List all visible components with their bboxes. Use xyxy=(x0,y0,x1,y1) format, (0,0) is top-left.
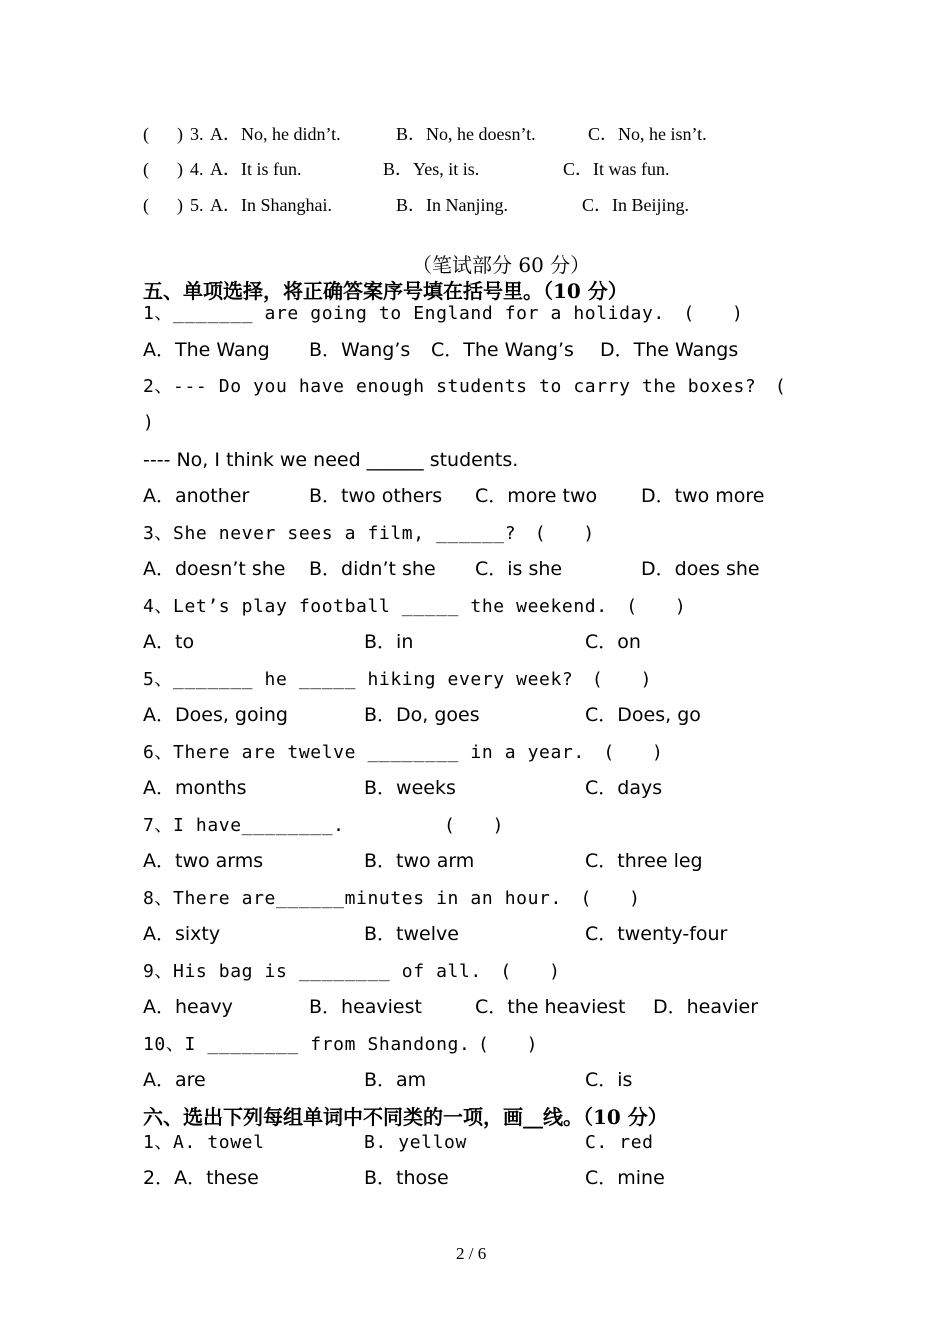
option-a: A．two arms xyxy=(143,850,264,872)
answer-paren-close: ) xyxy=(177,159,183,179)
dialogue-response: ---- No, I think we need ______ students. xyxy=(143,449,519,471)
question-stem: 7、I have________. xyxy=(143,815,345,836)
option-c: C．three leg xyxy=(585,850,703,872)
answer-paren-open: ( xyxy=(143,195,149,215)
option-c: C．is xyxy=(585,1069,633,1091)
option-a: A．It is fun. xyxy=(210,159,302,179)
question-stem: 3、She never sees a film, ______? ( ) xyxy=(143,523,595,544)
written-part-title: （笔试部分 60 分） xyxy=(412,253,591,277)
option-c: C．days xyxy=(585,777,663,799)
option-a: A．are xyxy=(143,1069,206,1091)
option-c: C．the heaviest xyxy=(475,996,626,1018)
answer-paren: ( ) xyxy=(444,815,505,836)
option-c: C．twenty-four xyxy=(585,923,728,945)
question-stem: 6、There are twelve ________ in a year. ( ) xyxy=(143,742,664,763)
answer-paren-close: ) xyxy=(177,124,183,144)
page-number: 2 / 6 xyxy=(456,1244,487,1263)
option-b: B．twelve xyxy=(364,923,459,945)
option-b: B．heaviest xyxy=(309,996,422,1018)
item-number: 4. xyxy=(190,159,204,179)
question-stem: 5、_______ he _____ hiking every week? ( ) xyxy=(143,669,653,690)
option-c: C．is she xyxy=(475,558,563,580)
option-a: 2．A．these xyxy=(143,1167,259,1189)
question-stem: 2、--- Do you have enough students to carry the boxes? ( xyxy=(143,376,787,397)
option-b: B．No, he doesn’t. xyxy=(396,124,536,144)
question-stem: 1、_______ are going to England for a holiday. ( ) xyxy=(143,303,744,324)
option-b: B．Yes, it is. xyxy=(383,159,480,179)
option-b: B．Wang’s xyxy=(309,339,411,361)
option-a: A．sixty xyxy=(143,923,221,945)
option-c: C．It was fun. xyxy=(563,159,670,179)
option-b: B．In Nanjing. xyxy=(396,195,508,215)
section-5-heading: 五、单项选择，将正确答案序号填在括号里。（10 分） xyxy=(143,279,628,303)
option-a: A．No, he didn’t. xyxy=(210,124,341,144)
option-b: B. yellow xyxy=(364,1132,467,1153)
question-stem-continued: ) xyxy=(143,412,155,433)
option-d: D．The Wangs xyxy=(600,339,739,361)
option-c: C. red xyxy=(585,1132,654,1153)
option-a: A．Does, going xyxy=(143,704,288,726)
question-stem: 9、His bag is ________ of all. ( ) xyxy=(143,961,561,982)
section-6-heading: 六、选出下列每组单词中不同类的一项，画__线。（10 分） xyxy=(143,1105,668,1129)
option-c: C．The Wang’s xyxy=(431,339,574,361)
option-b: B．in xyxy=(364,631,414,653)
option-b: B．two others xyxy=(309,485,443,507)
option-b: B．those xyxy=(364,1167,449,1189)
option-a: A．another xyxy=(143,485,250,507)
option-d: D．heavier xyxy=(653,996,759,1018)
question-stem: 4、Let’s play football _____ the weekend. ( ) xyxy=(143,596,687,617)
option-c: C．mine xyxy=(585,1167,665,1189)
item-number: 3. xyxy=(190,124,204,144)
option-d: D．does she xyxy=(641,558,760,580)
option-b: B．Do, goes xyxy=(364,704,480,726)
answer-paren-open: ( xyxy=(143,124,149,144)
option-b: B．didn’t she xyxy=(309,558,436,580)
option-c: C．on xyxy=(585,631,641,653)
answer-paren: ( ) xyxy=(478,1034,539,1055)
option-a: A．months xyxy=(143,777,247,799)
option-a: A．The Wang xyxy=(143,339,270,361)
option-b: B．am xyxy=(364,1069,427,1091)
option-a: A．heavy xyxy=(143,996,233,1018)
option-c: C．No, he isn’t. xyxy=(588,124,707,144)
option-d: D．two more xyxy=(641,485,765,507)
question-stem: 10、I ________ from Shandong. xyxy=(143,1034,471,1055)
option-a: 1、A. towel xyxy=(143,1132,265,1153)
option-a: A．In Shanghai. xyxy=(210,195,332,215)
option-a: A．to xyxy=(143,631,195,653)
option-c: C．more two xyxy=(475,485,598,507)
question-stem: 8、There are______minutes in an hour. ( ) xyxy=(143,888,641,909)
item-number: 5. xyxy=(190,195,204,215)
option-a: A．doesn’t she xyxy=(143,558,286,580)
option-b: B．weeks xyxy=(364,777,456,799)
answer-paren-open: ( xyxy=(143,159,149,179)
option-c: C．Does, go xyxy=(585,704,701,726)
option-c: C．In Beijing. xyxy=(582,195,689,215)
answer-paren-close: ) xyxy=(177,195,183,215)
option-b: B．two arm xyxy=(364,850,475,872)
